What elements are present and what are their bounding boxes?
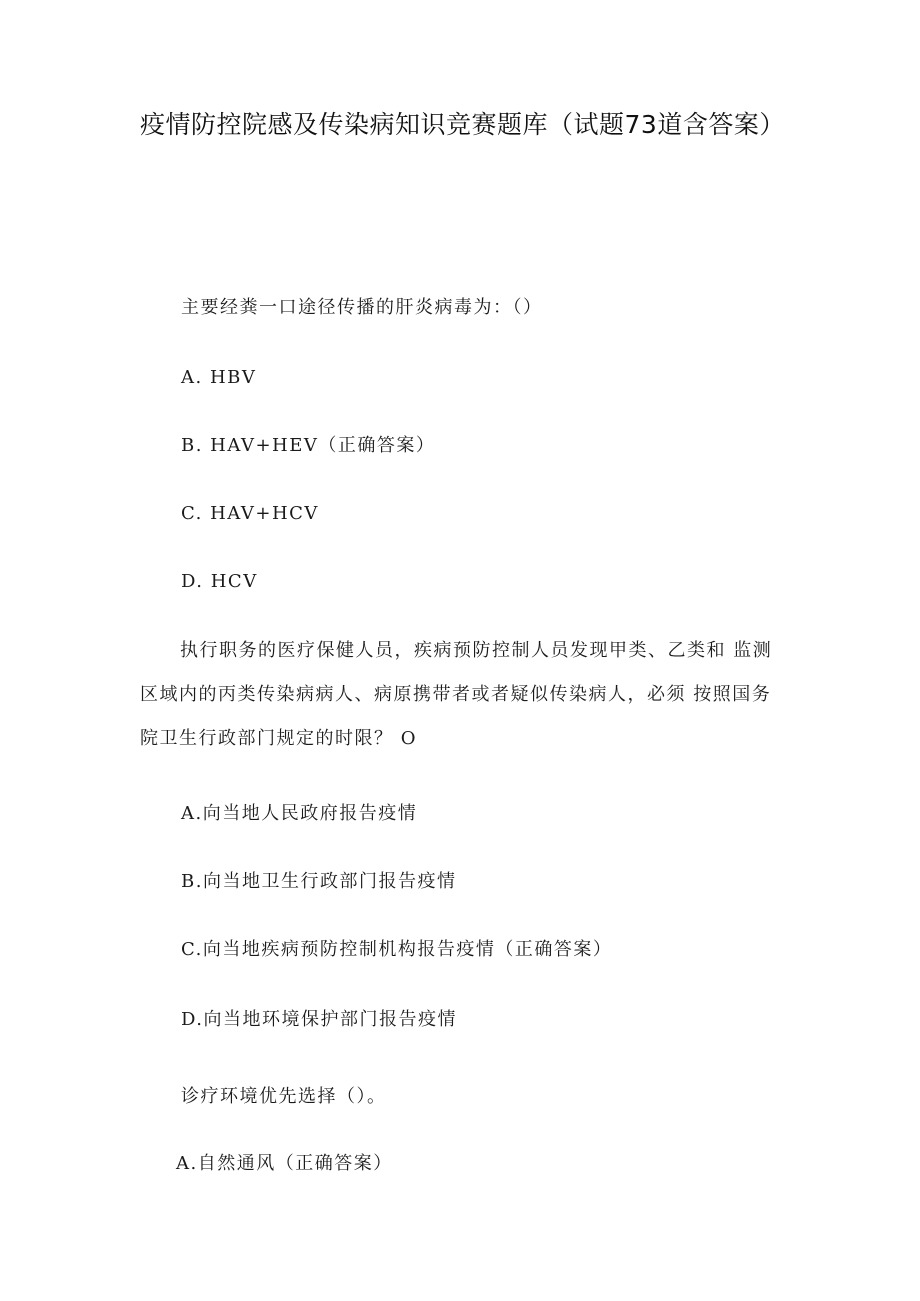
question-1-option-b: B. HAV+HEV（正确答案） [181, 435, 436, 456]
question-3-option-a: A.自然通风（正确答案） [176, 1153, 393, 1174]
document-title: 疫情防控院感及传染病知识竞赛题库（试题73道含答案） [140, 110, 785, 139]
question-2-option-b: B.向当地卫生行政部门报告疫情 [181, 871, 457, 892]
question-1-option-d: D. HCV [181, 571, 258, 592]
question-2-option-d: D.向当地环境保护部门报告疫情 [181, 1009, 458, 1030]
question-1-option-a: A. HBV [181, 367, 257, 388]
question-3-stem: 诊疗环境优先选择（）。 [181, 1086, 387, 1107]
question-1-option-c: C. HAV+HCV [181, 503, 319, 524]
question-1-stem: 主要经粪一口途径传播的肝炎病毒为：（） [181, 297, 543, 318]
question-2-stem: 执行职务的医疗保健人员，疾病预防控制人员发现甲类、乙类和 监测区域内的丙类传染病病人、病原携带者或者疑似传染病人，必须 按照国务院卫生行政部门规定的时限？ O [140, 640, 773, 749]
question-2-option-a: A.向当地人民政府报告疫情 [181, 803, 418, 824]
question-2-option-c: C.向当地疾病预防控制机构报告疫情（正确答案） [181, 939, 613, 960]
